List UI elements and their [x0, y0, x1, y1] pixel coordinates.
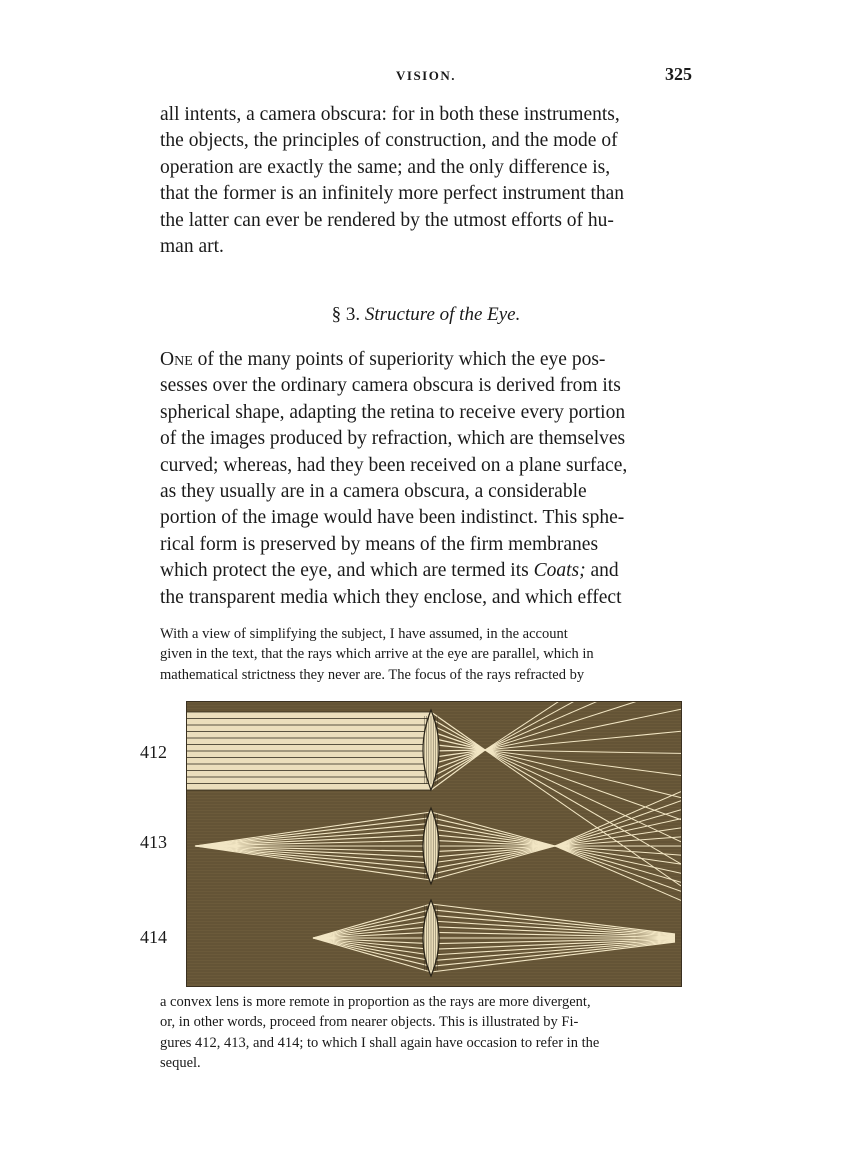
text-span: of the many points of superiority which the eye pos- [192, 349, 606, 370]
text-line: of the images produced by refraction, which are themselves [160, 428, 626, 450]
text-line: portion of the image would have been indistinct. This sphe- [160, 507, 625, 529]
text-line [160, 347, 692, 373]
page-number: 325 [665, 64, 692, 84]
text-line: man art. [160, 236, 224, 258]
running-head-title: VISION. [396, 68, 456, 83]
italic-term: Coats; [533, 560, 586, 582]
text-line: the transparent media which they enclose, and which effect [160, 586, 622, 608]
footnote-line: given in the text, that the rays which arrive at the eye are parallel, which in [160, 646, 594, 663]
footnote-line: or, in other words, proceed from nearer objects. This is illustrated by Fi- [160, 1014, 579, 1031]
figure-label-413: 413 [140, 832, 167, 852]
text-line: operation are exactly the same; and the only difference is, [160, 156, 611, 178]
footnote-line: gures 412, 413, and 414; to which I shall again have occasion to refer in the [160, 1034, 600, 1051]
figure-label-412: 412 [140, 742, 167, 762]
text-line: the objects, the principles of construction, and the mode of [160, 130, 618, 152]
figure-label-414: 414 [140, 927, 167, 947]
footnote-line: a convex lens is more remote in proportion as the rays are more divergent, [160, 994, 591, 1010]
footnote-bottom [160, 992, 692, 1074]
text-span: and [585, 560, 619, 582]
engraving-illustration [187, 702, 681, 986]
text-line: the latter can ever be rendered by the utmost efforts of hu- [160, 209, 614, 231]
text-line: rical form is preserved by means of the firm membranes [160, 533, 599, 555]
section-title: Structure of the Eye. [364, 304, 521, 325]
paragraph-structure-of-eye [160, 347, 692, 611]
footnote-line: With a view of simplifying the subject, I have assumed, in the account [160, 626, 568, 642]
text-line: spherical shape, adapting the retina to receive every portion [160, 401, 626, 423]
section-number: § 3. [331, 304, 361, 325]
footnote-line: mathematical strictness they never are. The focus of the rays refracted by [160, 666, 585, 683]
footnote-line: sequel. [160, 1055, 201, 1072]
text-line [160, 558, 692, 584]
section-heading [160, 304, 692, 326]
text-line: as they usually are in a camera obscura, a considerable [160, 481, 587, 503]
dropcap-word: One [160, 349, 193, 370]
text-line: all intents, a camera obscura: for in both these instruments, [160, 104, 620, 125]
text-line: that the former is an infinitely more perfect instrument than [160, 183, 625, 205]
paragraph-continuation [160, 102, 692, 260]
running-head [160, 64, 692, 86]
text-line: curved; whereas, had they been received on a plane surface, [160, 454, 628, 476]
text-span: which protect the eye, and which are termed its [160, 560, 534, 582]
footnote-top [160, 624, 692, 685]
text-line: sesses over the ordinary camera obscura is derived from its [160, 375, 621, 397]
lens-refraction-engraving [186, 701, 682, 987]
